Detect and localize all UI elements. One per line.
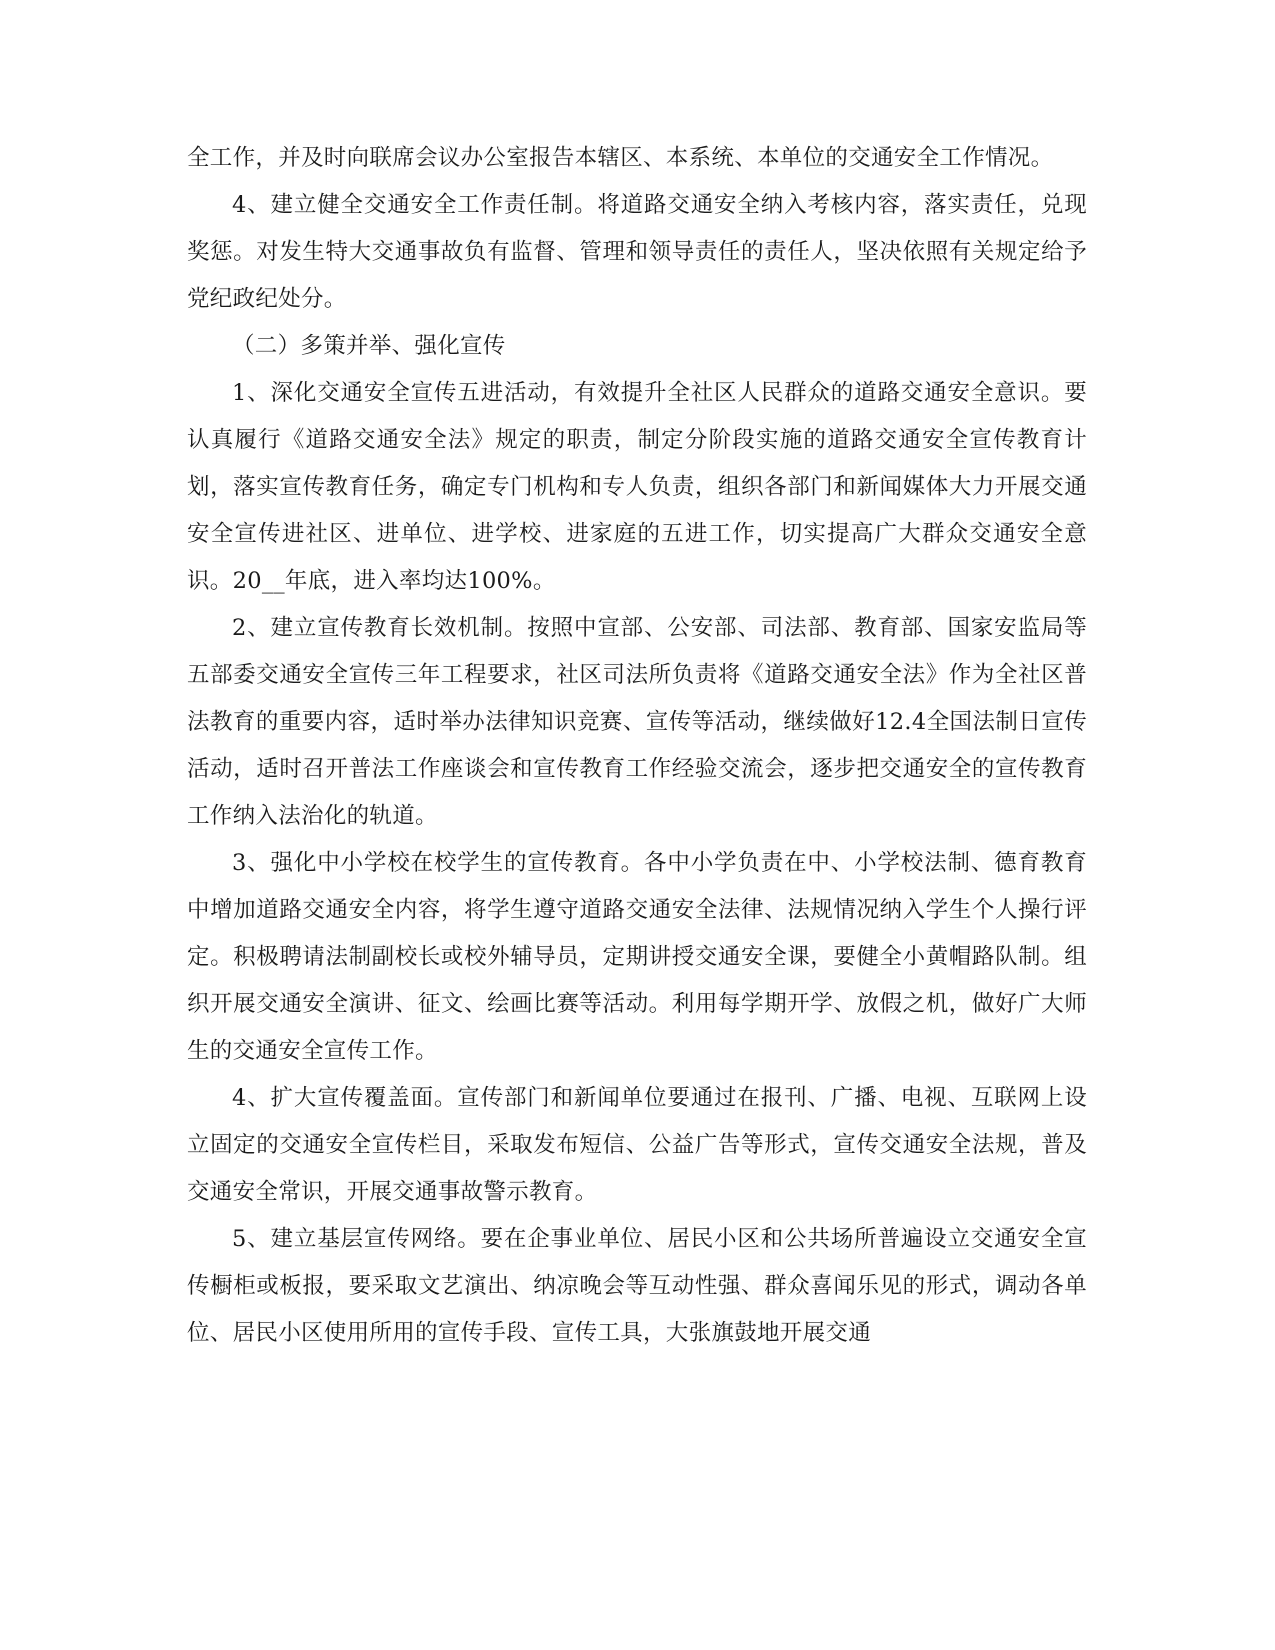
paragraph-item-1-five-entries: 1、深化交通安全宣传五进活动，有效提升全社区人民群众的道路交通安全意识。要认真履行《道路交通安全法》规定的职责，制定分阶段实施的道路交通安全宣传教育计划，落实宣传教育任务，确定专门机构和专人负责，组织各部门和新闻媒体大力开展交通安全宣传进社区、进单位、进学校、进家庭的五进工作，切实提高广大群众交通安全意识。20__年底，进入率均达100%。 (187, 380, 1087, 594)
paragraph-item-3-school-education: 3、强化中小学校在校学生的宣传教育。各中小学负责在中、小学校法制、德育教育中增加道路交通安全内容，将学生遵守道路交通安全法律、法规情况纳入学生个人操行评定。积极聘请法制副校长或校外辅导员，定期讲授交通安全课，要健全小黄帽路队制。组织开展交通安全演讲、征文、绘画比赛等活动。利用每学期开学、放假之机，做好广大师生的交通安全宣传工作。 (187, 850, 1087, 1064)
document-body (187, 135, 1087, 1357)
paragraph-item-4-responsibility: 4、建立健全交通安全工作责任制。将道路交通安全纳入考核内容，落实责任，兑现奖惩。对发生特大交通事故负有监督、管理和领导责任的责任人，坚决依照有关规定给予党纪政纪处分。 (187, 192, 1087, 312)
paragraph-item-2-long-term-mechanism: 2、建立宣传教育长效机制。按照中宣部、公安部、司法部、教育部、国家安监局等五部委交通安全宣传三年工程要求，社区司法所负责将《道路交通安全法》作为全社区普法教育的重要内容，适时举办法律知识竞赛、宣传等活动，继续做好12.4全国法制日宣传活动，适时召开普法工作座谈会和宣传教育工作经验交流会，逐步把交通安全的宣传教育工作纳入法治化的轨道。 (187, 615, 1087, 829)
paragraph-continuation: 全工作，并及时向联席会议办公室报告本辖区、本系统、本单位的交通安全工作情况。 (187, 145, 1054, 171)
paragraph-item-5-grassroots-network: 5、建立基层宣传网络。要在企事业单位、居民小区和公共场所普遍设立交通安全宣传橱柜或板报，要采取文艺演出、纳凉晚会等互动性强、群众喜闻乐见的形式，调动各单位、居民小区使用所用的宣传手段、宣传工具，大张旗鼓地开展交通 (187, 1226, 1087, 1346)
section-heading: （二）多策并举、强化宣传 (232, 333, 506, 359)
paragraph-item-4-coverage: 4、扩大宣传覆盖面。宣传部门和新闻单位要通过在报刊、广播、电视、互联网上设立固定的交通安全宣传栏目，采取发布短信、公益广告等形式，宣传交通安全法规，普及交通安全常识，开展交通事故警示教育。 (187, 1085, 1087, 1205)
